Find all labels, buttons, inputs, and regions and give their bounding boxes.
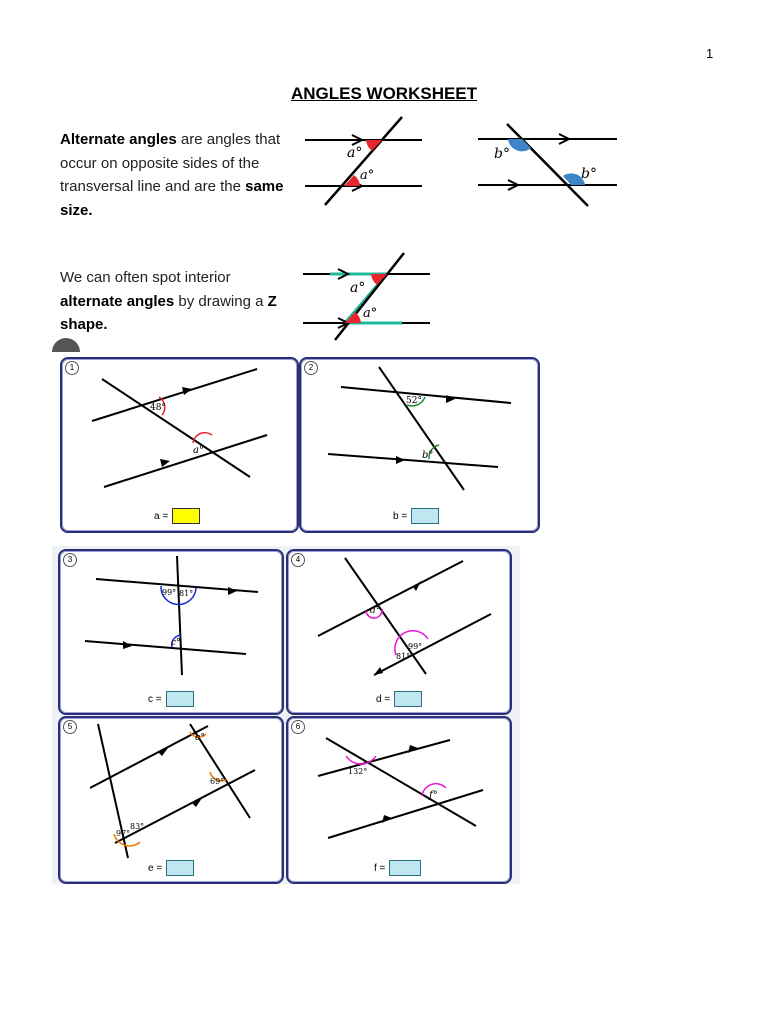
- z-shape-diagram: [300, 250, 435, 345]
- answer-label-c: c =: [148, 693, 162, 705]
- angle-132: 132°: [348, 767, 368, 776]
- label-b-right: b°: [581, 166, 597, 182]
- answer-box-b[interactable]: [411, 508, 439, 524]
- unknown-a: a°: [193, 445, 204, 456]
- term-z-shape: Z shape.: [60, 292, 277, 333]
- unknown-c: c°: [171, 638, 181, 648]
- alternate-angles-diagram-blue: [475, 120, 620, 210]
- angle-69: 69°: [210, 777, 225, 786]
- question-number-1: 1: [65, 361, 79, 375]
- tip-text-2: by drawing a: [174, 292, 268, 310]
- question-5-diagram: [60, 718, 282, 882]
- answer-row-f: [374, 860, 421, 876]
- label-a-top: a°: [347, 145, 363, 161]
- unknown-b: b°: [422, 450, 434, 461]
- question-card-6: [286, 716, 512, 884]
- angle-81-q4: 81°: [396, 652, 411, 661]
- angle-52: 52°: [406, 396, 422, 406]
- question-6-diagram: [288, 718, 510, 882]
- question-number-3: 3: [63, 553, 77, 567]
- answer-box-e[interactable]: [166, 860, 194, 876]
- answer-row-a: [154, 508, 200, 524]
- angle-81: 81°: [179, 589, 194, 598]
- angle-48: 48°: [150, 403, 166, 413]
- question-card-4: [286, 549, 512, 715]
- answer-label-a: a =: [154, 510, 169, 522]
- question-3-diagram: [60, 551, 282, 713]
- answer-box-c[interactable]: [166, 691, 194, 707]
- question-number-5: 5: [63, 720, 77, 734]
- unknown-d: d°: [370, 606, 381, 616]
- question-2-diagram: [301, 359, 538, 531]
- unknown-f: f°: [429, 790, 438, 801]
- answer-box-d[interactable]: [394, 691, 422, 707]
- question-card-3: [58, 549, 284, 715]
- answer-label-e: e =: [148, 862, 163, 874]
- question-1-diagram: [62, 359, 297, 531]
- answer-label-b: b =: [393, 510, 408, 522]
- page-title: ANGLES WORKSHEET: [290, 84, 478, 103]
- label-b-left: b°: [494, 146, 510, 162]
- corner-decoration: [52, 338, 80, 352]
- question-number-4: 4: [291, 553, 305, 567]
- answer-label-f: f =: [374, 862, 386, 874]
- angle-97: 97°: [116, 829, 131, 838]
- answer-row-c: [148, 691, 194, 707]
- answer-label-d: d =: [376, 693, 391, 705]
- angle-99-q4: 99°: [408, 642, 423, 651]
- question-4-diagram: [288, 551, 510, 713]
- z-shape-tip: [60, 266, 290, 337]
- term-same-size: same size.: [60, 178, 284, 219]
- answer-row-d: [376, 691, 422, 707]
- question-card-1: [60, 357, 299, 533]
- question-card-2: [299, 357, 540, 533]
- angle-99: 99°: [162, 588, 177, 597]
- question-number-6: 6: [291, 720, 305, 734]
- answer-row-b: [393, 508, 439, 524]
- answer-row-e: [148, 860, 194, 876]
- answer-box-a[interactable]: [172, 508, 200, 524]
- definition-text: are angles that occur on opposite sides of the transversal line and are the: [60, 131, 281, 195]
- answer-box-f[interactable]: [389, 860, 421, 876]
- question-number-2: 2: [304, 361, 318, 375]
- tip-text-1: We can often spot interior: [60, 269, 231, 286]
- label-a-top-z: a°: [350, 280, 366, 296]
- question-card-5: [58, 716, 284, 884]
- term-alternate-angles-2: alternate angles: [60, 292, 175, 310]
- alternate-angles-definition: [60, 128, 290, 222]
- page-number: 1: [706, 46, 714, 61]
- term-alternate-angles: Alternate angles: [60, 131, 177, 148]
- unknown-e: e°: [195, 733, 205, 743]
- alternate-angles-diagram-red: [300, 115, 430, 210]
- label-a-bottom: a°: [360, 168, 375, 183]
- angle-83: 83°: [130, 822, 145, 831]
- label-a-bottom-z: a°: [363, 306, 378, 321]
